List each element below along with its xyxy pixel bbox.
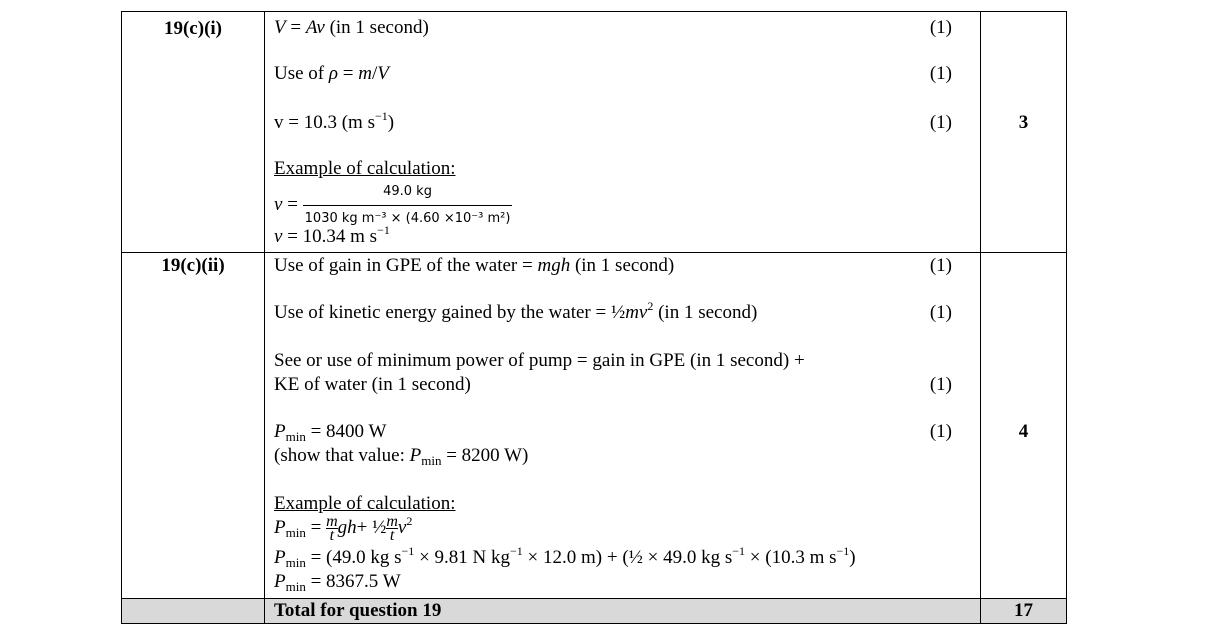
answer-line [274,63,389,85]
question-row-19ci [122,12,1067,253]
equals: = [285,17,306,38]
fraction [303,180,513,231]
line-text: v = 10.3 (m s [274,112,375,133]
symbol-V: V [377,63,389,84]
symbol-P: P [274,547,286,568]
fraction [326,513,338,545]
calc-fraction-line [274,180,512,231]
line-text: = 10.34 m s [282,226,378,247]
line-text: = (49.0 kg s [305,547,402,568]
fraction-denominator: t [386,528,398,542]
answer-cell [265,12,981,253]
exponent: −1 [374,109,388,123]
mark: (1) [929,17,952,38]
total-value-cell [981,599,1067,624]
fraction-denominator: 1030 kg m⁻³ × (4.60 ×10⁻³ m²) [303,205,513,231]
line-text: = 8200 W) [441,445,529,466]
total-marks: 4 [1018,421,1029,442]
calc-line [274,513,413,545]
symbol-v: v [274,193,283,215]
calc-result-line [274,223,390,248]
symbol-P: P [274,421,286,442]
line-text: = 8400 W [305,421,387,442]
equals: = [305,517,327,538]
line-text: + ½ [356,517,387,538]
answer-cell [265,253,981,599]
fraction-numerator: m [326,513,338,531]
line-text: × 12.0 m) + (½ × 49.0 kg s [522,547,733,568]
symbol-V: V [274,17,286,38]
total-row-blank [122,599,265,624]
total-marks: 3 [1018,112,1029,133]
line-text: (in 1 second) [653,302,758,323]
symbol-m: m [358,63,372,84]
symbol-mgh: mgh [537,255,571,276]
line-text: Use of gain in GPE of the water = [274,255,538,276]
total-value: 17 [1014,600,1033,621]
total-marks-cell [981,12,1067,253]
line-text: × 9.81 N kg [414,547,510,568]
exponent: −1 [836,544,850,558]
total-label: Total for question 19 [274,600,442,621]
line-text: Use of [274,63,329,84]
mark: (1) [929,63,952,84]
fraction-numerator: 49.0 kg [383,184,432,199]
answer-line [274,109,395,134]
line-text: Use of kinetic energy gained by the water = ½ [274,302,626,323]
symbol-P: P [274,517,286,538]
line-text: ) [387,112,395,133]
mark: (1) [929,421,952,442]
subscript: min [285,579,306,594]
line-text: (in 1 second) [570,255,675,276]
line-text: (in 1 second) [324,17,429,38]
question-row-19cii [122,253,1067,599]
total-label-cell [265,599,981,624]
subscript: min [285,525,306,540]
symbol-Av: Av [305,17,325,38]
fraction [386,513,398,545]
answer-line [274,421,386,443]
symbol-v: v [397,517,407,538]
equals: = [282,193,303,215]
total-row [122,599,1067,624]
subscript: min [285,429,306,444]
line-text: = 8367.5 W [305,571,401,592]
question-number: 19(c)(ii) [122,253,265,599]
mark-scheme-table [121,11,1067,624]
symbol-P: P [409,445,422,466]
symbol-P: P [274,571,286,592]
question-number: 19(c)(i) [122,12,265,253]
exponent: −1 [401,544,415,558]
fraction-numerator: m [386,513,398,531]
line-text: ) [849,547,856,568]
symbol-rho: ρ [328,63,339,84]
answer-line [274,445,528,467]
calc-line [274,571,401,593]
mark: (1) [929,255,952,276]
fraction-denominator: t [326,528,338,542]
symbol-v: v [274,226,283,247]
mark: (1) [929,302,952,323]
mark: (1) [929,374,952,395]
total-marks-cell [981,253,1067,599]
symbol-gh: gh [337,517,357,538]
example-heading: Example of calculation: [274,158,456,179]
exponent: 2 [406,514,413,528]
answer-line [274,17,429,39]
subscript: min [421,453,442,468]
equals: = [338,63,359,84]
answer-line [274,255,674,277]
line-text: (show that value: [274,445,410,466]
slash: / [371,63,378,84]
line-text: × (10.3 m s [745,547,837,568]
mark: (1) [929,112,952,133]
subscript: min [285,555,306,570]
symbol-mv: mv [625,302,648,323]
exponent: −1 [510,544,523,558]
answer-line [274,299,758,324]
exponent: −1 [732,544,746,558]
exponent: −1 [377,223,390,237]
answer-line: KE of water (in 1 second) [274,374,471,395]
calc-line [274,544,856,570]
example-heading: Example of calculation: [274,493,456,514]
exponent: 2 [647,299,654,313]
answer-line: See or use of minimum power of pump = gain in GPE (in 1 second) + [274,350,805,371]
